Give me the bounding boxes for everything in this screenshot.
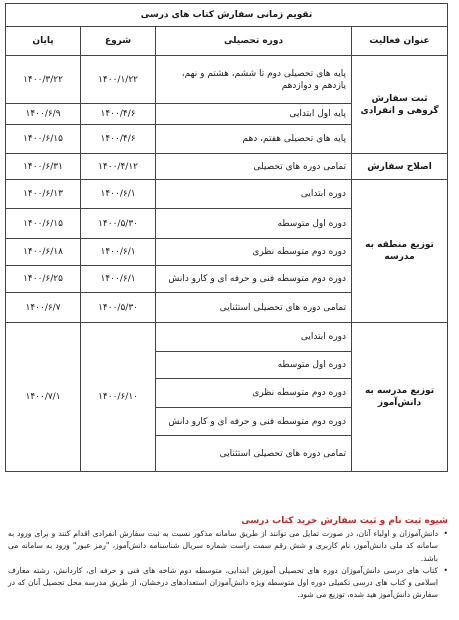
- header-end: پایان: [6, 27, 81, 56]
- note-item: [8, 565, 448, 602]
- table-row: [6, 180, 448, 209]
- end-date-cell: ۱۴۰۰/۶/۱۸: [6, 239, 81, 266]
- end-date-cell: ۱۴۰۰/۶/۱۵: [6, 209, 81, 239]
- start-date-cell: ۱۴۰۰/۴/۱۲: [81, 154, 156, 180]
- end-date-cell: ۱۴۰۰/۶/۷: [6, 293, 81, 323]
- end-date-cell: ۱۴۰۰/۶/۲۵: [6, 266, 81, 293]
- course-cell: دوره دوم متوسطه فنی و حرفه ای و کارو دانش: [156, 266, 352, 293]
- course-cell: دوره دوم متوسطه فنی و حرفه ای و کارو دانش: [156, 408, 352, 436]
- start-date-cell: ۱۴۰۰/۴/۶: [81, 104, 156, 125]
- table-row: [6, 323, 448, 352]
- start-date-cell: ۱۴۰۰/۶/۱: [81, 239, 156, 266]
- note-text: کتاب های درسی دانش‌آموزان دوره های تحصیلی آموزش ابتدایی، متوسطه دوم شاخه های فنی و حرفه ای، کاردانش، رشته معارف اسلامی و کتاب های درسی تکمیلی دوره اول متوسطه ویژه دانش‌آموزان استعدادهای درخشان، از طریق مدرسه محل تحصیل آنان که در سفارش دانش‌آموز هید شده، توزیع می شود.: [8, 565, 438, 600]
- note-item: [8, 528, 448, 565]
- notes-list: [8, 528, 448, 602]
- activity-cell: توزیع منطقه به مدرسه: [352, 180, 448, 323]
- table-header-row: [6, 27, 448, 56]
- course-cell: تمامی دوره های تحصیلی استثنایی: [156, 293, 352, 323]
- end-date-cell: ۱۴۰۰/۳/۲۲: [6, 56, 81, 104]
- course-cell: دوره دوم متوسطه نظری: [156, 379, 352, 408]
- start-date-cell: ۱۴۰۰/۶/۱۰: [81, 323, 156, 472]
- course-cell: دوره دوم متوسطه نظری: [156, 239, 352, 266]
- header-start: شروع: [81, 27, 156, 56]
- course-cell: دوره ابتدایی: [156, 180, 352, 209]
- end-date-cell: ۱۴۰۰/۷/۱: [6, 323, 81, 472]
- course-cell: پایه اول ابتدایی: [156, 104, 352, 125]
- course-cell: تمامی دوره های تحصیلی: [156, 154, 352, 180]
- schedule-table: [5, 3, 448, 472]
- end-date-cell: ۱۴۰۰/۶/۹: [6, 104, 81, 125]
- activity-cell: ثبت سفارش گروهی و انفرادی: [352, 56, 448, 154]
- bullet-icon: •: [443, 529, 448, 538]
- course-cell: دوره اول متوسطه: [156, 209, 352, 239]
- notes-heading: شیوه ثبت نام و ثبت سفارش خرید کتاب درسی: [241, 516, 448, 526]
- header-course: دوره تحصیلی: [156, 27, 352, 56]
- activity-cell: توزیع مدرسه به دانش‌آموز: [352, 323, 448, 472]
- course-cell: پایه های تحصیلی دوم تا ششم، هشتم و نهم، یازدهم و دوازدهم: [156, 56, 352, 104]
- course-cell: دوره اول متوسطه: [156, 352, 352, 379]
- table-row: [6, 56, 448, 104]
- course-cell: پایه های تحصیلی هفتم، دهم: [156, 125, 352, 154]
- table-title-row: [6, 4, 448, 27]
- notes-section: [8, 514, 448, 602]
- start-date-cell: ۱۴۰۰/۶/۱: [81, 180, 156, 209]
- course-cell: تمامی دوره های تحصیلی استثنایی: [156, 436, 352, 472]
- start-date-cell: ۱۴۰۰/۶/۱: [81, 266, 156, 293]
- start-date-cell: ۱۴۰۰/۵/۳۰: [81, 209, 156, 239]
- activity-cell: اصلاح سفارش: [352, 154, 448, 180]
- bullet-icon: •: [443, 565, 448, 575]
- note-text: دانش‌آموزان و اولیاء آنان، در صورت تمایل می توانند از طریق سامانه مذکور نسبت به ثبت سفارش انفرادی اقدام کنند و برای ورود به سامانه کد ملی دانش‌آموز، نام کاربری و شش رقم سمت راست شماره سریال شناسنامه دانش‌آموز، "رمز عبور" ورود به سامانه می باشد.: [8, 529, 438, 563]
- header-activity: عنوان فعالیت: [352, 27, 448, 56]
- start-date-cell: ۱۴۰۰/۵/۳۰: [81, 293, 156, 323]
- start-date-cell: ۱۴۰۰/۴/۶: [81, 125, 156, 154]
- table-title: تقویم زمانی سفارش کتاب های درسی: [6, 4, 448, 27]
- end-date-cell: ۱۴۰۰/۶/۱۵: [6, 125, 81, 154]
- end-date-cell: ۱۴۰۰/۶/۱۳: [6, 180, 81, 209]
- end-date-cell: ۱۴۰۰/۶/۳۱: [6, 154, 81, 180]
- start-date-cell: ۱۴۰۰/۱/۲۲: [81, 56, 156, 104]
- table-row: [6, 154, 448, 180]
- course-cell: دوره ابتدایی: [156, 323, 352, 352]
